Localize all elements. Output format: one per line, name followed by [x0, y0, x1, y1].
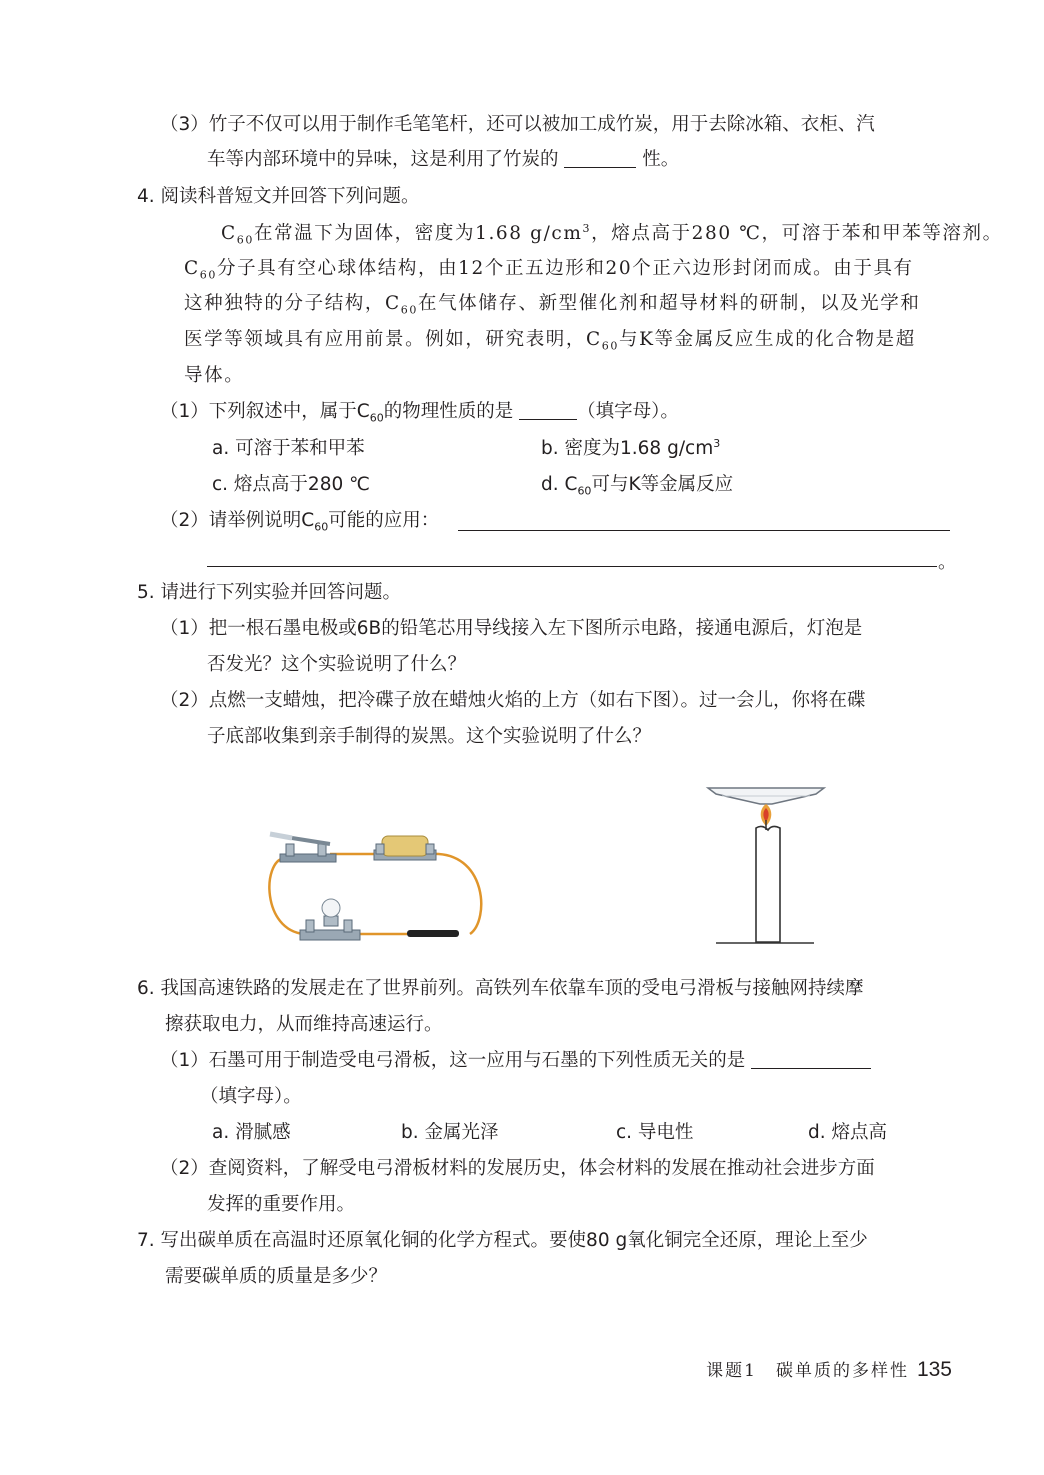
q6-sub1-line2 [200, 1084, 302, 1110]
graphite-rod [407, 930, 459, 937]
sub-text: （填字母）。 [577, 401, 679, 422]
sub-text: 把一根石墨电极或6B的铅笔芯用导线接入左下图所示电路，接通电源后，灯泡是 [208, 618, 863, 639]
answer-blank[interactable] [751, 1048, 871, 1069]
passage-line-4 [184, 327, 916, 353]
option-c [212, 472, 370, 498]
sub-number: （3） [160, 114, 209, 135]
q6-line2 [165, 1012, 443, 1038]
period-mark [938, 550, 957, 576]
sub-number: （2） [160, 510, 209, 531]
passage-line-2 [184, 256, 914, 282]
subscript: 60 [601, 339, 619, 353]
sub-number: （1） [160, 1050, 209, 1071]
sub-text: 点燃一支蜡烛，把冷碟子放在蜡烛火焰的上方（如右下图）。过一会儿，你将在碟 [208, 690, 866, 711]
option-text: c. 熔点高于280 ℃ [212, 474, 370, 495]
passage-text: 在气体储存、新型催化剂和超导材料的研制，以及光学和 [417, 293, 921, 314]
q7-line1 [137, 1228, 868, 1254]
option-text: b. 密度为1.68 g/cm [541, 438, 714, 459]
question-number: 5. [137, 582, 155, 603]
option-b [541, 436, 720, 462]
q5-sub2-line2 [207, 724, 651, 750]
q6-sub2-line2 [207, 1192, 355, 1218]
subscript: 60 [369, 411, 384, 425]
passage-line-3 [184, 291, 921, 317]
question-title: 阅读科普短文并回答下列问题。 [160, 186, 420, 207]
question-text: 写出碳单质在高温时还原氧化铜的化学方程式。要使80 g氧化铜完全还原，理论上至少 [160, 1230, 868, 1251]
answer-blank[interactable] [564, 147, 636, 168]
passage-line-1 [221, 221, 1003, 247]
question-text: 需要碳单质的质量是多少？ [165, 1266, 388, 1287]
passage-text: 在常温下为固体，密度为1.68 g/cm [253, 223, 583, 244]
option-b [401, 1120, 499, 1146]
sub-text: 子底部收集到亲手制得的炭黑。这个实验说明了什么？ [207, 726, 652, 747]
sub-number: （2） [160, 1158, 209, 1179]
option-text: a. 可溶于苯和甲苯 [212, 438, 365, 459]
c-symbol: C [221, 223, 237, 244]
question-number: 7. [137, 1230, 155, 1251]
question-number: 4. [137, 186, 155, 207]
passage-text: 这种独特的分子结构， [184, 293, 386, 314]
chapter-title: 课题1 碳单质的多样性 [706, 1361, 909, 1381]
passage-text: 分子具有空心球体结构，由12个正五边形和20个正六边形封闭而成。由于具有 [216, 258, 914, 279]
circuit-diagram [262, 820, 492, 950]
c-symbol: C [301, 510, 315, 531]
period: 。 [938, 552, 957, 573]
option-c [616, 1120, 693, 1146]
option-d [541, 472, 733, 498]
sub-text: 的物理性质的是 [383, 401, 514, 422]
subscript: 60 [236, 233, 254, 247]
question-text: 擦获取电力，从而维持高速运行。 [165, 1014, 443, 1035]
c-symbol: C [564, 474, 578, 495]
bulb-icon [300, 899, 360, 940]
page-number: 135 [916, 1358, 952, 1381]
wire-right [430, 854, 481, 934]
q4-sub1 [160, 399, 679, 425]
subscript: 60 [314, 520, 329, 534]
answer-line-2[interactable] [207, 546, 937, 567]
option-text: 可与K等金属反应 [591, 474, 734, 495]
q6-sub1-line1 [160, 1048, 871, 1074]
q3-line2 [207, 147, 679, 173]
q5-heading [137, 580, 401, 606]
c-symbol: C [184, 258, 200, 279]
q6-sub2-line1 [160, 1156, 875, 1182]
q3-text-end: 性。 [642, 149, 680, 170]
sub-number: （1） [160, 618, 209, 639]
passage-text: 导体。 [184, 365, 245, 386]
superscript: 3 [713, 436, 721, 450]
passage-line-5 [184, 363, 244, 389]
q3-line1 [160, 112, 875, 138]
wire-left [269, 858, 304, 934]
option-d [808, 1120, 887, 1146]
q4-sub2 [160, 508, 439, 534]
c-symbol: C [385, 293, 401, 314]
q6-line1 [137, 976, 864, 1002]
passage-text: 与K等金属反应生成的化合物是超 [618, 329, 916, 350]
candle-icon [756, 820, 780, 942]
option-text: d. [541, 474, 565, 495]
battery-icon [374, 836, 436, 860]
switch-icon [270, 834, 336, 862]
q3-text: 竹子不仅可以用于制作毛笔笔杆，还可以被加工成竹炭，用于去除冰箱、衣柜、汽 [208, 114, 875, 135]
q5-sub2-line1 [160, 688, 866, 714]
passage-text: ，熔点高于280 ℃，可溶于苯和甲苯等溶剂。 [591, 223, 1003, 244]
answer-line-1[interactable] [458, 510, 950, 531]
passage-text: 医学等领域具有应用前景。例如，研究表明， [184, 329, 587, 350]
sub-text: 下列叙述中，属于 [208, 401, 357, 422]
option-a [212, 436, 365, 462]
question-number: 6. [137, 978, 155, 999]
q5-sub1-line1 [160, 616, 862, 642]
option-text: a. 滑腻感 [212, 1122, 291, 1143]
c-symbol: C [586, 329, 602, 350]
sub-text: 石墨可用于制造受电弓滑板，这一应用与石墨的下列性质无关的是 [208, 1050, 746, 1071]
q4-heading [137, 184, 420, 210]
sub-text: 请举例说明 [208, 510, 302, 531]
q7-line2 [165, 1264, 387, 1290]
sub-text: 发挥的重要作用。 [207, 1194, 356, 1215]
sub-text: （填字母）。 [200, 1086, 302, 1107]
page-footer [706, 1356, 952, 1382]
sub-text: 可能的应用： [328, 510, 440, 531]
sub-number: （2） [160, 690, 209, 711]
option-text: b. 金属光泽 [401, 1122, 499, 1143]
answer-blank[interactable] [519, 399, 577, 420]
subscript: 60 [199, 268, 217, 282]
superscript: 3 [582, 221, 592, 235]
sub-number: （1） [160, 401, 209, 422]
q5-sub1-line2 [207, 652, 466, 678]
option-a [212, 1120, 291, 1146]
subscript: 60 [577, 484, 592, 498]
sub-text: 查阅资料，了解受电弓滑板材料的发展历史，体会材料的发展在推动社会进步方面 [208, 1158, 875, 1179]
question-text: 我国高速铁路的发展走在了世界前列。高铁列车依靠车顶的受电弓滑板与接触网持续摩 [160, 978, 864, 999]
subscript: 60 [400, 303, 418, 317]
sub-text: 否发光？这个实验说明了什么？ [207, 654, 467, 675]
q3-text-cont: 车等内部环境中的异味，这是利用了竹炭的 [207, 149, 559, 170]
candle-diagram [702, 780, 832, 950]
question-title: 请进行下列实验并回答问题。 [160, 582, 402, 603]
option-text: c. 导电性 [616, 1122, 694, 1143]
option-text: d. 熔点高 [808, 1122, 888, 1143]
c-symbol: C [356, 401, 370, 422]
